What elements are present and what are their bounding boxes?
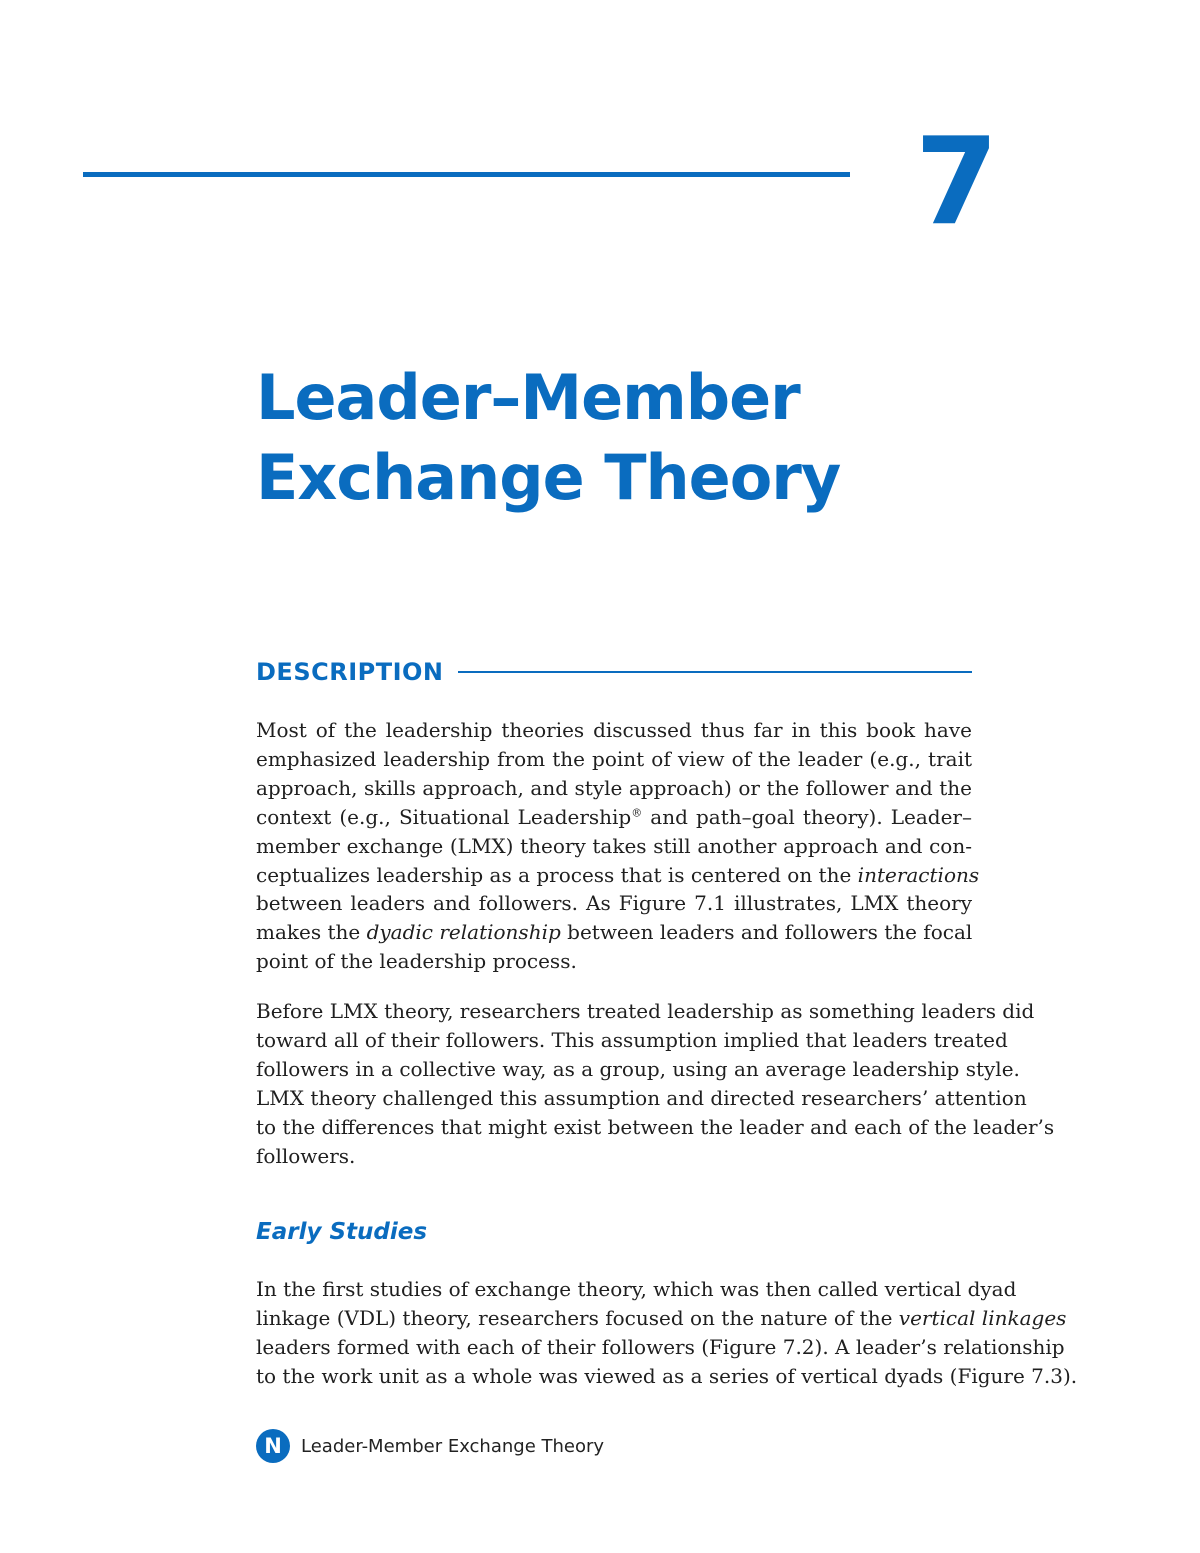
text-line: LMX theory challenged this assumption and directed researchers’ attention [256, 1085, 1027, 1110]
text-line: followers in a collective way, as a group, using an average leadership style. [256, 1056, 1020, 1081]
emphasis-interactions: interactions [857, 862, 980, 887]
subsection-heading: Early Studies [256, 1219, 428, 1245]
chapter-number: 7 [915, 113, 999, 252]
paragraph-description-2 [256, 997, 1055, 1170]
text-line: between leaders and followers. As Figure 7.1 illustrates, LMX theory [256, 891, 972, 916]
text-line: Most of the leadership theories discussed thus far in this book have [256, 718, 972, 742]
text-run: and path–goal theory). Leader– [642, 804, 972, 829]
text-line: toward all of their followers. This assumption implied that leaders treated [256, 1027, 1008, 1052]
text-run: ceptualizes leadership as a process that is centered on the [256, 862, 858, 887]
text-line [256, 803, 972, 832]
registered-mark: ® [631, 806, 643, 820]
footer-label: Leader-Member Exchange Theory [301, 1435, 605, 1457]
text-line: approach, skills approach, and style approach) or the follower and the [256, 775, 972, 800]
emphasis-dyadic-relationship: dyadic relationship [366, 920, 561, 945]
footer [256, 1428, 604, 1464]
text-line: Before LMX theory, researchers treated leadership as something leaders did [256, 999, 1035, 1023]
text-run: context (e.g., Situational Leadership [256, 804, 632, 829]
text-line [256, 1304, 1067, 1333]
text-run: between leaders and followers the focal [560, 920, 973, 945]
chapter-title-line-2: Exchange Theory [256, 441, 841, 514]
section-heading-text: DESCRIPTION [256, 658, 444, 686]
text-run: linkage (VDL) theory, researchers focused on the nature of the [256, 1305, 899, 1330]
paragraph-description-1 [256, 716, 980, 976]
text-line: to the differences that might exist between the leader and each of the leader’s [256, 1114, 1055, 1139]
chapter-rule [83, 172, 850, 177]
text-line: followers. [256, 1143, 356, 1168]
chapter-title-line-1: Leader–Member [256, 361, 800, 434]
text-line: member exchange (LMX) theory takes still another approach and con- [256, 833, 972, 858]
paragraph-early-studies [256, 1275, 1078, 1391]
section-heading-rule [458, 671, 972, 673]
text-line: In the first studies of exchange theory, which was then called vertical dyad [256, 1277, 1017, 1301]
chapter-title [256, 358, 1056, 518]
text-line [256, 861, 980, 890]
text-line: to the work unit as a whole was viewed as a series of vertical dyads (Figure 7.3). [256, 1363, 1078, 1388]
footer-badge-icon: N [256, 1429, 290, 1463]
text-line: point of the leadership process. [256, 949, 577, 974]
text-line: leaders formed with each of their followers (Figure 7.2). A leader’s relationship [256, 1334, 1065, 1359]
section-heading [256, 652, 972, 692]
emphasis-vertical-linkages: vertical linkages [898, 1305, 1067, 1330]
text-run: makes the [256, 920, 367, 945]
text-line: emphasized leadership from the point of view of the leader (e.g., trait [256, 746, 972, 771]
text-line [256, 918, 972, 947]
